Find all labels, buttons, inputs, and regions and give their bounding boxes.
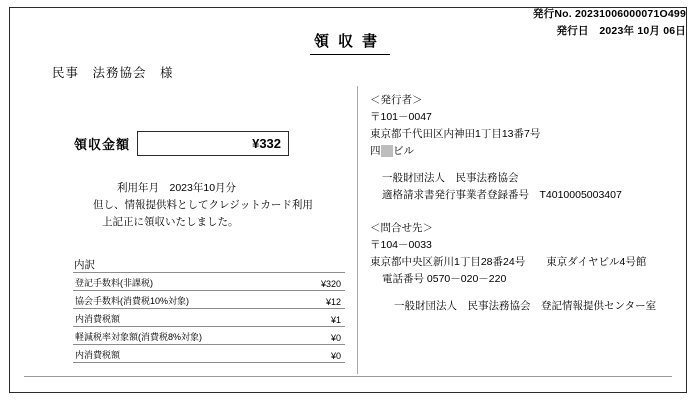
issuer-invoice-registration: 適格請求書発行事業者登録番号 T4010005003407	[382, 189, 622, 201]
contact-organization: 一般財団法人 民事法務協会 登記情報提供センター室	[394, 300, 657, 312]
table-row	[73, 273, 345, 291]
usage-period: 利用年月 2023年10月分	[117, 182, 237, 194]
contact-postal-code: 〒104－0033	[370, 239, 432, 251]
issue-date: 発行日 2023年 10月 06日	[556, 25, 686, 37]
page-title: 領収書	[310, 30, 390, 55]
table-row	[73, 309, 345, 327]
amount-label: 領収金額	[74, 137, 131, 152]
usage-note: 但し、情報提供料としてクレジットカード利用	[93, 199, 313, 211]
breakdown-value: ¥0	[300, 327, 345, 345]
breakdown-value: ¥12	[300, 291, 345, 309]
issuer-building-suffix: ビル	[393, 145, 414, 157]
contact-address: 東京都中央区新川1丁目28番24号 東京ダイヤビル4号館	[370, 256, 647, 268]
issuer-building-prefix: 四	[370, 145, 381, 157]
breakdown-value: ¥320	[300, 273, 345, 291]
contact-block	[370, 220, 656, 315]
table-row	[73, 291, 345, 309]
table-row	[73, 345, 345, 363]
issuer-address: 東京都千代田区内神田1丁目13番7号	[370, 128, 541, 140]
breakdown-label: 協会手数料(消費税10%対象)	[73, 291, 300, 309]
issuer-organization: 一般財団法人 民事法務協会	[382, 172, 519, 184]
issuer-heading: ＜発行者＞	[370, 94, 423, 106]
breakdown-value: ¥0	[300, 345, 345, 363]
amount-value-box: ¥332	[137, 131, 289, 156]
issuer-building	[370, 143, 622, 160]
breakdown-title: 内訳	[74, 259, 95, 271]
amount-row	[74, 131, 289, 156]
contact-telephone: 電話番号 0570－020－220	[382, 273, 507, 285]
issuer-building-masked: 国	[381, 145, 392, 157]
table-row	[73, 327, 345, 345]
breakdown-table	[73, 272, 345, 363]
breakdown-label: 軽減税率対象額(消費税8%対象)	[73, 327, 300, 345]
footer-divider	[24, 376, 672, 377]
breakdown-label: 登記手数料(非課税)	[73, 273, 300, 291]
addressee: 民事 法務協会 様	[52, 66, 174, 80]
breakdown-label: 内消費税額	[73, 345, 300, 363]
usage-receipt-statement: 上記正に領収いたしました。	[102, 216, 239, 228]
issue-number: 発行No. 20231006000071O499	[532, 8, 686, 20]
usage-block	[74, 180, 313, 231]
issuer-block	[370, 92, 622, 204]
issuer-postal-code: 〒101－0047	[370, 111, 432, 123]
breakdown-value: ¥1	[300, 309, 345, 327]
contact-heading: ＜問合せ先＞	[370, 222, 433, 234]
column-divider	[357, 86, 358, 374]
breakdown-label: 内消費税額	[73, 309, 300, 327]
document-title-wrap	[0, 30, 700, 55]
